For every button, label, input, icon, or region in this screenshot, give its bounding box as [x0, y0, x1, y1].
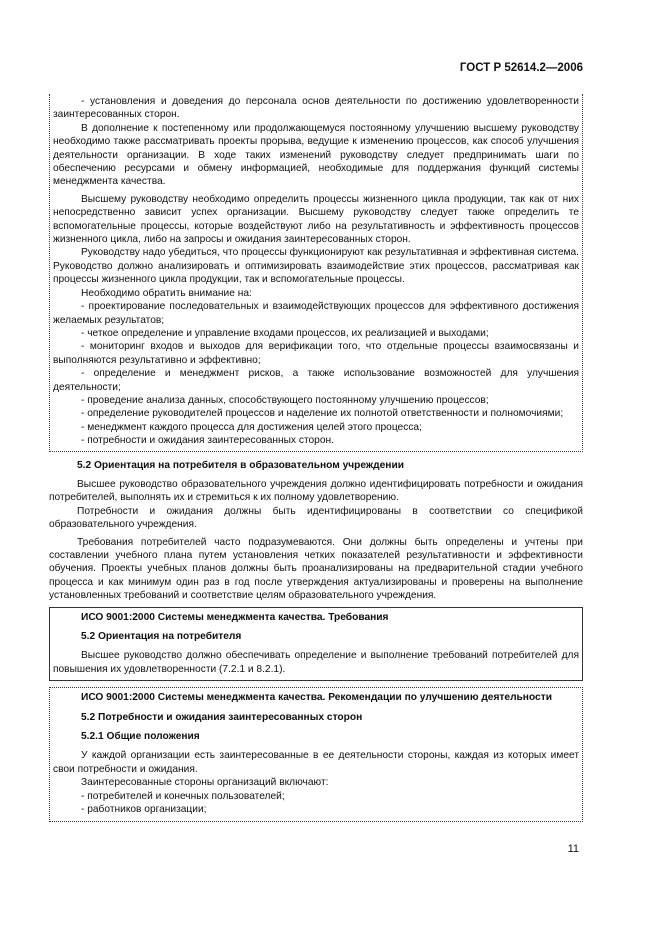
- list-item: - мониторинг входов и выходов для верификации того, что отдельные процессы взаимосвязаны и выполняются результативно и эффективно;: [53, 341, 579, 366]
- list-item: - менеджмент каждого процесса для достижения целей этого процесса;: [81, 421, 422, 433]
- list-item: - определение и менеджмент рисков, а также использование возможностей для улучшения деятельности;: [53, 368, 579, 393]
- list-item: - определение руководителей процессов и наделение их полнотой ответственности и полномочиями;: [81, 408, 564, 420]
- list-item: - проектирование последовательных и взаимодействующих процессов для эффективного достижения желаемых результатов;: [53, 301, 579, 326]
- list-item: - проведение анализа данных, способствующего постоянному улучшению процессов;: [81, 394, 489, 406]
- list-item: - потребности и ожидания заинтересованных сторон.: [81, 435, 334, 447]
- list-item: - работников организации;: [81, 804, 207, 816]
- paragraph: Необходимо обратить внимание на:: [81, 287, 252, 299]
- paragraph: Требования потребителей часто подразумеваются. Они должны быть определены и учтены при составлении учебного плана путем установления четких показателей результативности и эффективности обучения. Проекты учебных планов должны быть проанализированы на предварительной стадии учебного процесса и как минимум один раз в год после утверждения актуализированы и проверены на выполнение установленных требований и соответствие целям образовательного учреждения.: [49, 536, 583, 602]
- iso-recommendations-title: ИСО 9001:2000 Системы менеджмента качества. Рекомендации по улучшению деятельности: [81, 692, 552, 704]
- list-item: - четкое определение и управление входами процессов, их реализацией и выходами;: [81, 327, 489, 339]
- standard-code: ГОСТ Р 52614.2—2006: [459, 62, 583, 74]
- iso-recommendations-subsubtitle: 5.2.1 Общие положения: [81, 731, 200, 743]
- iso-requirements-text: Высшее руководство должно обеспечивать определение и выполнение требований потребителей для повышения их удовлетворенности (7.2.1 и 8.2.1).: [53, 650, 579, 675]
- iso-recommendations-subtitle: 5.2 Потребности и ожидания заинтересованных сторон: [81, 711, 363, 723]
- iso-recommendations-box: [49, 687, 583, 821]
- continued-text-block: [49, 94, 583, 452]
- list-item: - потребителей и конечных пользователей;: [81, 790, 285, 802]
- page-number: 11: [567, 843, 579, 855]
- paragraph: Заинтересованные стороны организаций включают:: [81, 777, 329, 789]
- iso-requirements-title: ИСО 9001:2000 Системы менеджмента качества. Требования: [81, 611, 389, 623]
- paragraph: У каждой организации есть заинтересованные в ее деятельности стороны, каждая из которых имеет свои потребности и ожидания.: [53, 750, 579, 775]
- iso-requirements-box: [49, 607, 583, 682]
- paragraph: Потребности и ожидания должны быть идентифицированы в соответствии со спецификой образовательного учреждения.: [49, 505, 583, 531]
- iso-requirements-subtitle: 5.2 Ориентация на потребителя: [81, 631, 242, 643]
- paragraph: Высшему руководству необходимо определить процессы жизненного цикла продукции, так как от них непосредственно зависит успех организации. Высшему руководству следует также определить те вспомогательные процессы, которые воздействуют либо на результативность и эффективность процессов жизненного цикла, либо на запросы и ожидания заинтересованных сторон.: [53, 193, 579, 246]
- section-title: 5.2 Ориентация на потребителя в образовательном учреждении: [77, 459, 404, 471]
- page-content: [49, 94, 583, 822]
- paragraph: В дополнение к постепенному или продолжающемуся постоянному улучшению высшему руководству необходимо также рассматривать проекты прорыва, ведущие к изменению процессов, как способ улучшения деятельности организации. В ходе таких изменений руководству следует предпринимать шаги по обеспечению ресурсами и обмену информацией, необходимые для поддержания функций системы менеджмента качества.: [53, 122, 579, 188]
- paragraph: Руководству надо убедиться, что процессы функционируют как результативная и эффективная система. Руководство должно анализировать и оптимизировать взаимодействие этих процессов, рассматривая как процессы жизненного цикла продукции, так и вспомогательные процессы.: [53, 247, 579, 286]
- paragraph: Высшее руководство образовательного учреждения должно идентифицировать потребности и ожидания потребителей, выполнять их и стремиться к их полному удовлетворению.: [49, 478, 583, 504]
- paragraph: - установления и доведения до персонала основ деятельности по достижению удовлетворенности заинтересованных сторон.: [53, 96, 579, 121]
